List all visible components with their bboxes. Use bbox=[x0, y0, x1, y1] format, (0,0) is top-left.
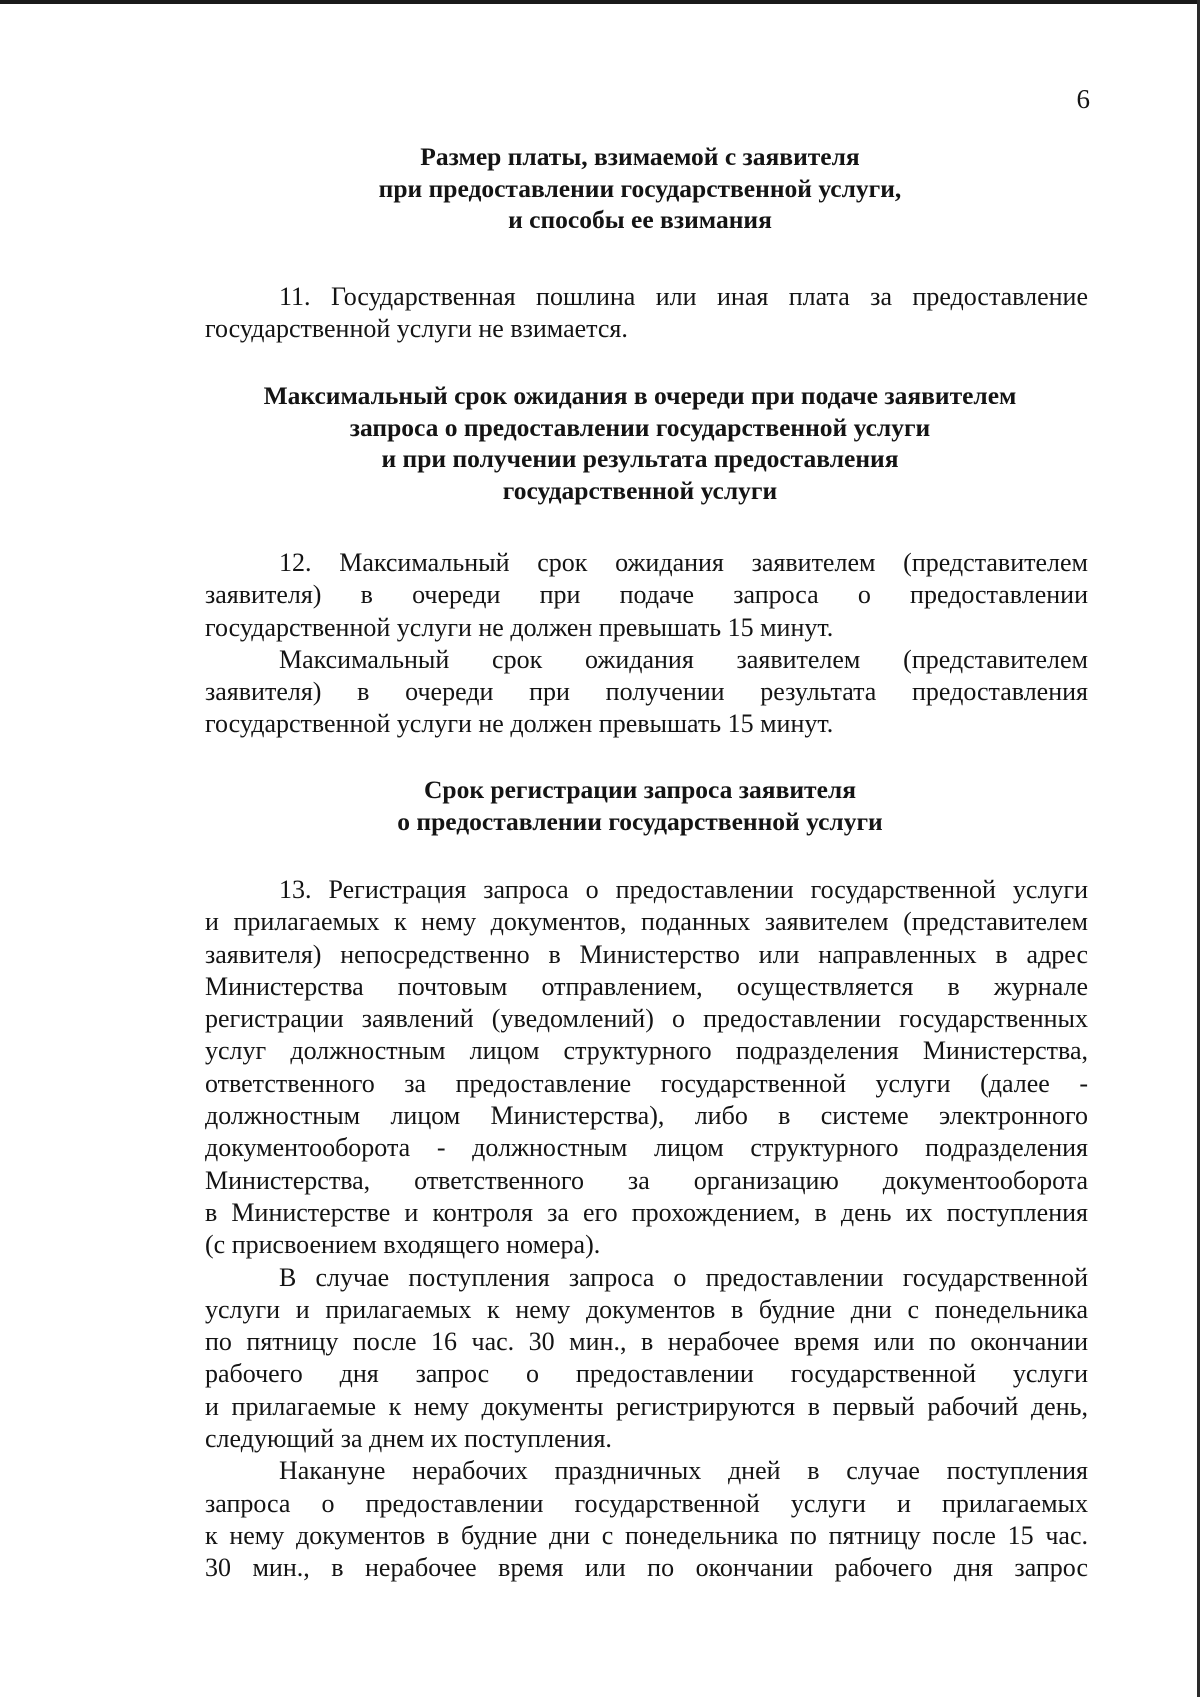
text-line: 13. Регистрация запроса о предоставлении государственной услуги bbox=[279, 875, 1088, 904]
heading-line: запроса о предоставлении государственной услуги bbox=[349, 412, 931, 442]
text-line: ответственного за предоставление государственной услуги (далее - bbox=[205, 1068, 1088, 1098]
heading-line: государственной услуги bbox=[502, 475, 778, 505]
text-line: 11. Государственная пошлина или иная плата за предоставление bbox=[279, 282, 1088, 311]
paragraph-13 bbox=[205, 874, 1088, 1585]
text-line: рабочего дня запрос о предоставлении государственной услуги bbox=[205, 1359, 1088, 1389]
text-line: заявителя) в очереди при подаче запроса о предоставлении bbox=[205, 580, 1088, 610]
heading-line: Размер платы, взимаемой с заявителя bbox=[420, 142, 860, 171]
text-line: государственной услуги не должен превышать 15 минут. bbox=[205, 709, 834, 739]
heading-line: и при получении результата предоставления bbox=[381, 444, 899, 473]
text-line: (с присвоением входящего номера). bbox=[205, 1230, 601, 1260]
text-line: и прилагаемые к нему документы регистрируются в первый рабочий день, bbox=[205, 1391, 1088, 1421]
text-line: регистрации заявлений (уведомлений) о предоставлении государственных bbox=[205, 1004, 1088, 1034]
text-line: 12. Максимальный срок ожидания заявителем (представителем bbox=[279, 548, 1088, 577]
heading-line: Максимальный срок ожидания в очереди при подаче заявителем bbox=[263, 381, 1017, 410]
scan-edge-top bbox=[0, 0, 1200, 4]
heading-line: и способы ее взимания bbox=[508, 205, 772, 234]
text-line: Максимальный срок ожидания заявителем (представителем bbox=[279, 644, 1088, 674]
heading-line: при предоставлении государственной услуги, bbox=[378, 173, 902, 203]
text-line: Министерства, ответственного за организацию документооборота bbox=[205, 1165, 1088, 1195]
text-line: документооборота - должностным лицом структурного подразделения bbox=[205, 1133, 1088, 1163]
text-line: Накануне нерабочих праздничных дней в случае поступления bbox=[279, 1456, 1088, 1486]
text-line: следующий за днем их поступления. bbox=[205, 1424, 612, 1454]
paragraph-12 bbox=[205, 547, 1088, 741]
section-heading-fee bbox=[195, 141, 1085, 236]
text-line: заявителя) в очереди при получении результата предоставления bbox=[205, 677, 1088, 707]
text-line: и прилагаемых к нему документов, поданных заявителем (представителем bbox=[205, 907, 1088, 937]
text-line: 30 мин., в нерабочее время или по окончании рабочего дня запрос bbox=[205, 1553, 1088, 1583]
text-line: государственной услуги не взимается. bbox=[205, 314, 628, 344]
text-line: запроса о предоставлении государственной услуги и прилагаемых bbox=[205, 1488, 1088, 1518]
section-heading-registration-term bbox=[195, 774, 1085, 837]
text-line: по пятницу после 16 час. 30 мин., в нерабочее время или по окончании bbox=[205, 1327, 1088, 1357]
text-line: должностным лицом Министерства), либо в системе электронного bbox=[205, 1101, 1088, 1131]
text-line: к нему документов в будние дни с понедельника по пятницу после 15 час. bbox=[205, 1520, 1088, 1550]
section-heading-waiting-time bbox=[195, 380, 1085, 506]
text-line: Министерства почтовым отправлением, осуществляется в журнале bbox=[205, 971, 1088, 1001]
page-number: 6 bbox=[1076, 84, 1090, 114]
text-line: государственной услуги не должен превышать 15 минут. bbox=[205, 612, 834, 642]
text-line: заявителя) непосредственно в Министерство или направленных в адрес bbox=[205, 939, 1088, 969]
text-line: услуг должностным лицом структурного подразделения Министерства, bbox=[205, 1036, 1088, 1066]
paragraph-11 bbox=[205, 281, 1088, 346]
heading-line: Срок регистрации запроса заявителя bbox=[424, 775, 856, 804]
text-line: в Министерстве и контроля за его прохождением, в день их поступления bbox=[205, 1197, 1088, 1227]
text-line: В случае поступления запроса о предоставлении государственной bbox=[279, 1262, 1088, 1292]
text-line: услуги и прилагаемых к нему документов в будние дни с понедельника bbox=[205, 1294, 1088, 1324]
heading-line: о предоставлении государственной услуги bbox=[397, 806, 883, 836]
